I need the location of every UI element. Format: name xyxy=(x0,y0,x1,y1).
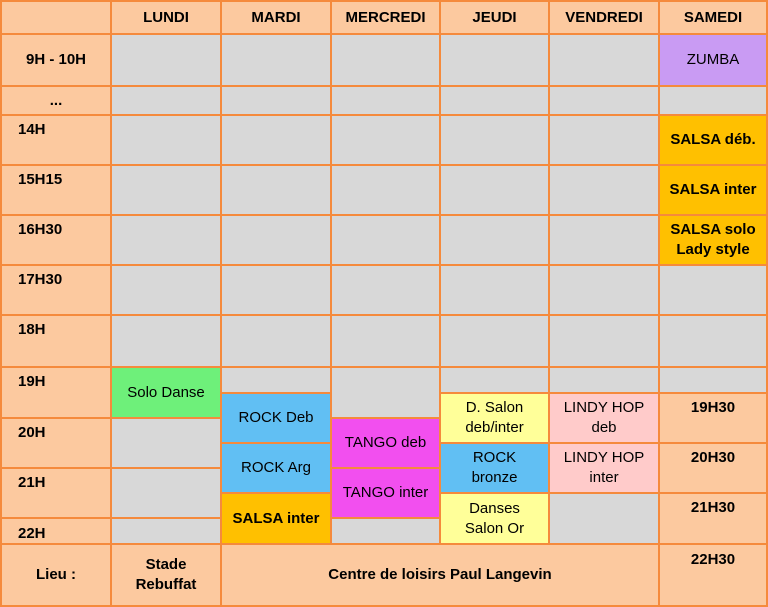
class-salsa-deb: SALSA déb. xyxy=(658,114,768,166)
empty-slot xyxy=(439,85,550,116)
class-solo-danse: Solo Danse xyxy=(110,366,222,419)
empty-slot xyxy=(439,264,550,316)
empty-slot xyxy=(110,467,222,519)
empty-slot xyxy=(330,264,441,316)
empty-slot xyxy=(548,264,660,316)
empty-slot xyxy=(220,85,332,116)
class-salsa-solo: SALSA solo Lady style xyxy=(658,214,768,266)
header-day-jeudi: JEUDI xyxy=(439,0,550,35)
empty-slot xyxy=(110,314,222,368)
empty-slot xyxy=(330,85,441,116)
time-label: 15H15 xyxy=(0,164,112,216)
class-salsa-inter-tuesday: SALSA inter xyxy=(220,492,332,545)
empty-slot xyxy=(439,314,550,368)
class-tango-inter: TANGO inter xyxy=(330,467,441,519)
empty-slot xyxy=(330,164,441,216)
empty-slot xyxy=(110,417,222,469)
class-lindy-hop-deb: LINDY HOP deb xyxy=(548,392,660,444)
footer-label: Lieu : xyxy=(0,543,112,607)
time-label: 20H xyxy=(0,417,112,469)
empty-slot xyxy=(330,214,441,266)
empty-slot xyxy=(110,214,222,266)
empty-slot xyxy=(110,164,222,216)
empty-slot xyxy=(548,214,660,266)
empty-slot xyxy=(658,314,768,368)
header-day-vendredi: VENDREDI xyxy=(548,0,660,35)
empty-slot xyxy=(658,366,768,394)
class-tango-deb: TANGO deb xyxy=(330,417,441,469)
header-day-lundi: LUNDI xyxy=(110,0,222,35)
saturday-time: 22H30 xyxy=(658,543,768,607)
saturday-time: 20H30 xyxy=(658,442,768,494)
empty-slot xyxy=(220,114,332,166)
empty-slot xyxy=(658,85,768,116)
venue-main: Centre de loisirs Paul Langevin xyxy=(220,543,660,607)
empty-slot xyxy=(330,517,441,545)
class-lindy-hop-inter: LINDY HOP inter xyxy=(548,442,660,494)
time-label: 16H30 xyxy=(0,214,112,266)
empty-slot xyxy=(439,114,550,166)
class-rock-bronze: ROCK bronze xyxy=(439,442,550,494)
empty-slot xyxy=(330,33,441,87)
header-day-samedi: SAMEDI xyxy=(658,0,768,35)
time-label: 9H - 10H xyxy=(0,33,112,87)
empty-slot xyxy=(548,85,660,116)
empty-slot xyxy=(330,114,441,166)
time-label: 19H xyxy=(0,366,112,419)
empty-slot xyxy=(330,314,441,368)
empty-slot xyxy=(110,114,222,166)
empty-slot xyxy=(439,214,550,266)
time-label: 22H xyxy=(0,517,112,545)
empty-slot xyxy=(220,33,332,87)
empty-slot xyxy=(439,366,550,394)
empty-slot xyxy=(220,214,332,266)
empty-slot xyxy=(548,314,660,368)
saturday-time: 21H30 xyxy=(658,492,768,545)
empty-slot xyxy=(330,366,441,419)
empty-slot xyxy=(110,33,222,87)
header-day-mardi: MARDI xyxy=(220,0,332,35)
time-label: 14H xyxy=(0,114,112,166)
empty-slot xyxy=(548,366,660,394)
header-day-mercredi: MERCREDI xyxy=(330,0,441,35)
class-zumba: ZUMBA xyxy=(658,33,768,87)
empty-slot xyxy=(439,164,550,216)
time-label: ... xyxy=(0,85,112,116)
class-rock-arg: ROCK Arg xyxy=(220,442,332,494)
class-danses-salon-or: Danses Salon Or xyxy=(439,492,550,545)
header-corner xyxy=(0,0,112,35)
time-label: 18H xyxy=(0,314,112,368)
empty-slot xyxy=(110,517,222,545)
time-label: 17H30 xyxy=(0,264,112,316)
empty-slot xyxy=(220,164,332,216)
empty-slot xyxy=(658,264,768,316)
empty-slot xyxy=(548,114,660,166)
saturday-time: 19H30 xyxy=(658,392,768,444)
class-salsa-inter-saturday: SALSA inter xyxy=(658,164,768,216)
empty-slot xyxy=(110,85,222,116)
empty-slot xyxy=(220,366,332,394)
class-rock-deb: ROCK Deb xyxy=(220,392,332,444)
class-d-salon: D. Salon deb/inter xyxy=(439,392,550,444)
empty-slot xyxy=(110,264,222,316)
empty-slot xyxy=(220,314,332,368)
empty-slot xyxy=(548,492,660,545)
empty-slot xyxy=(548,164,660,216)
time-label: 21H xyxy=(0,467,112,519)
venue-monday: Stade Rebuffat xyxy=(110,543,222,607)
empty-slot xyxy=(548,33,660,87)
empty-slot xyxy=(220,264,332,316)
empty-slot xyxy=(439,33,550,87)
